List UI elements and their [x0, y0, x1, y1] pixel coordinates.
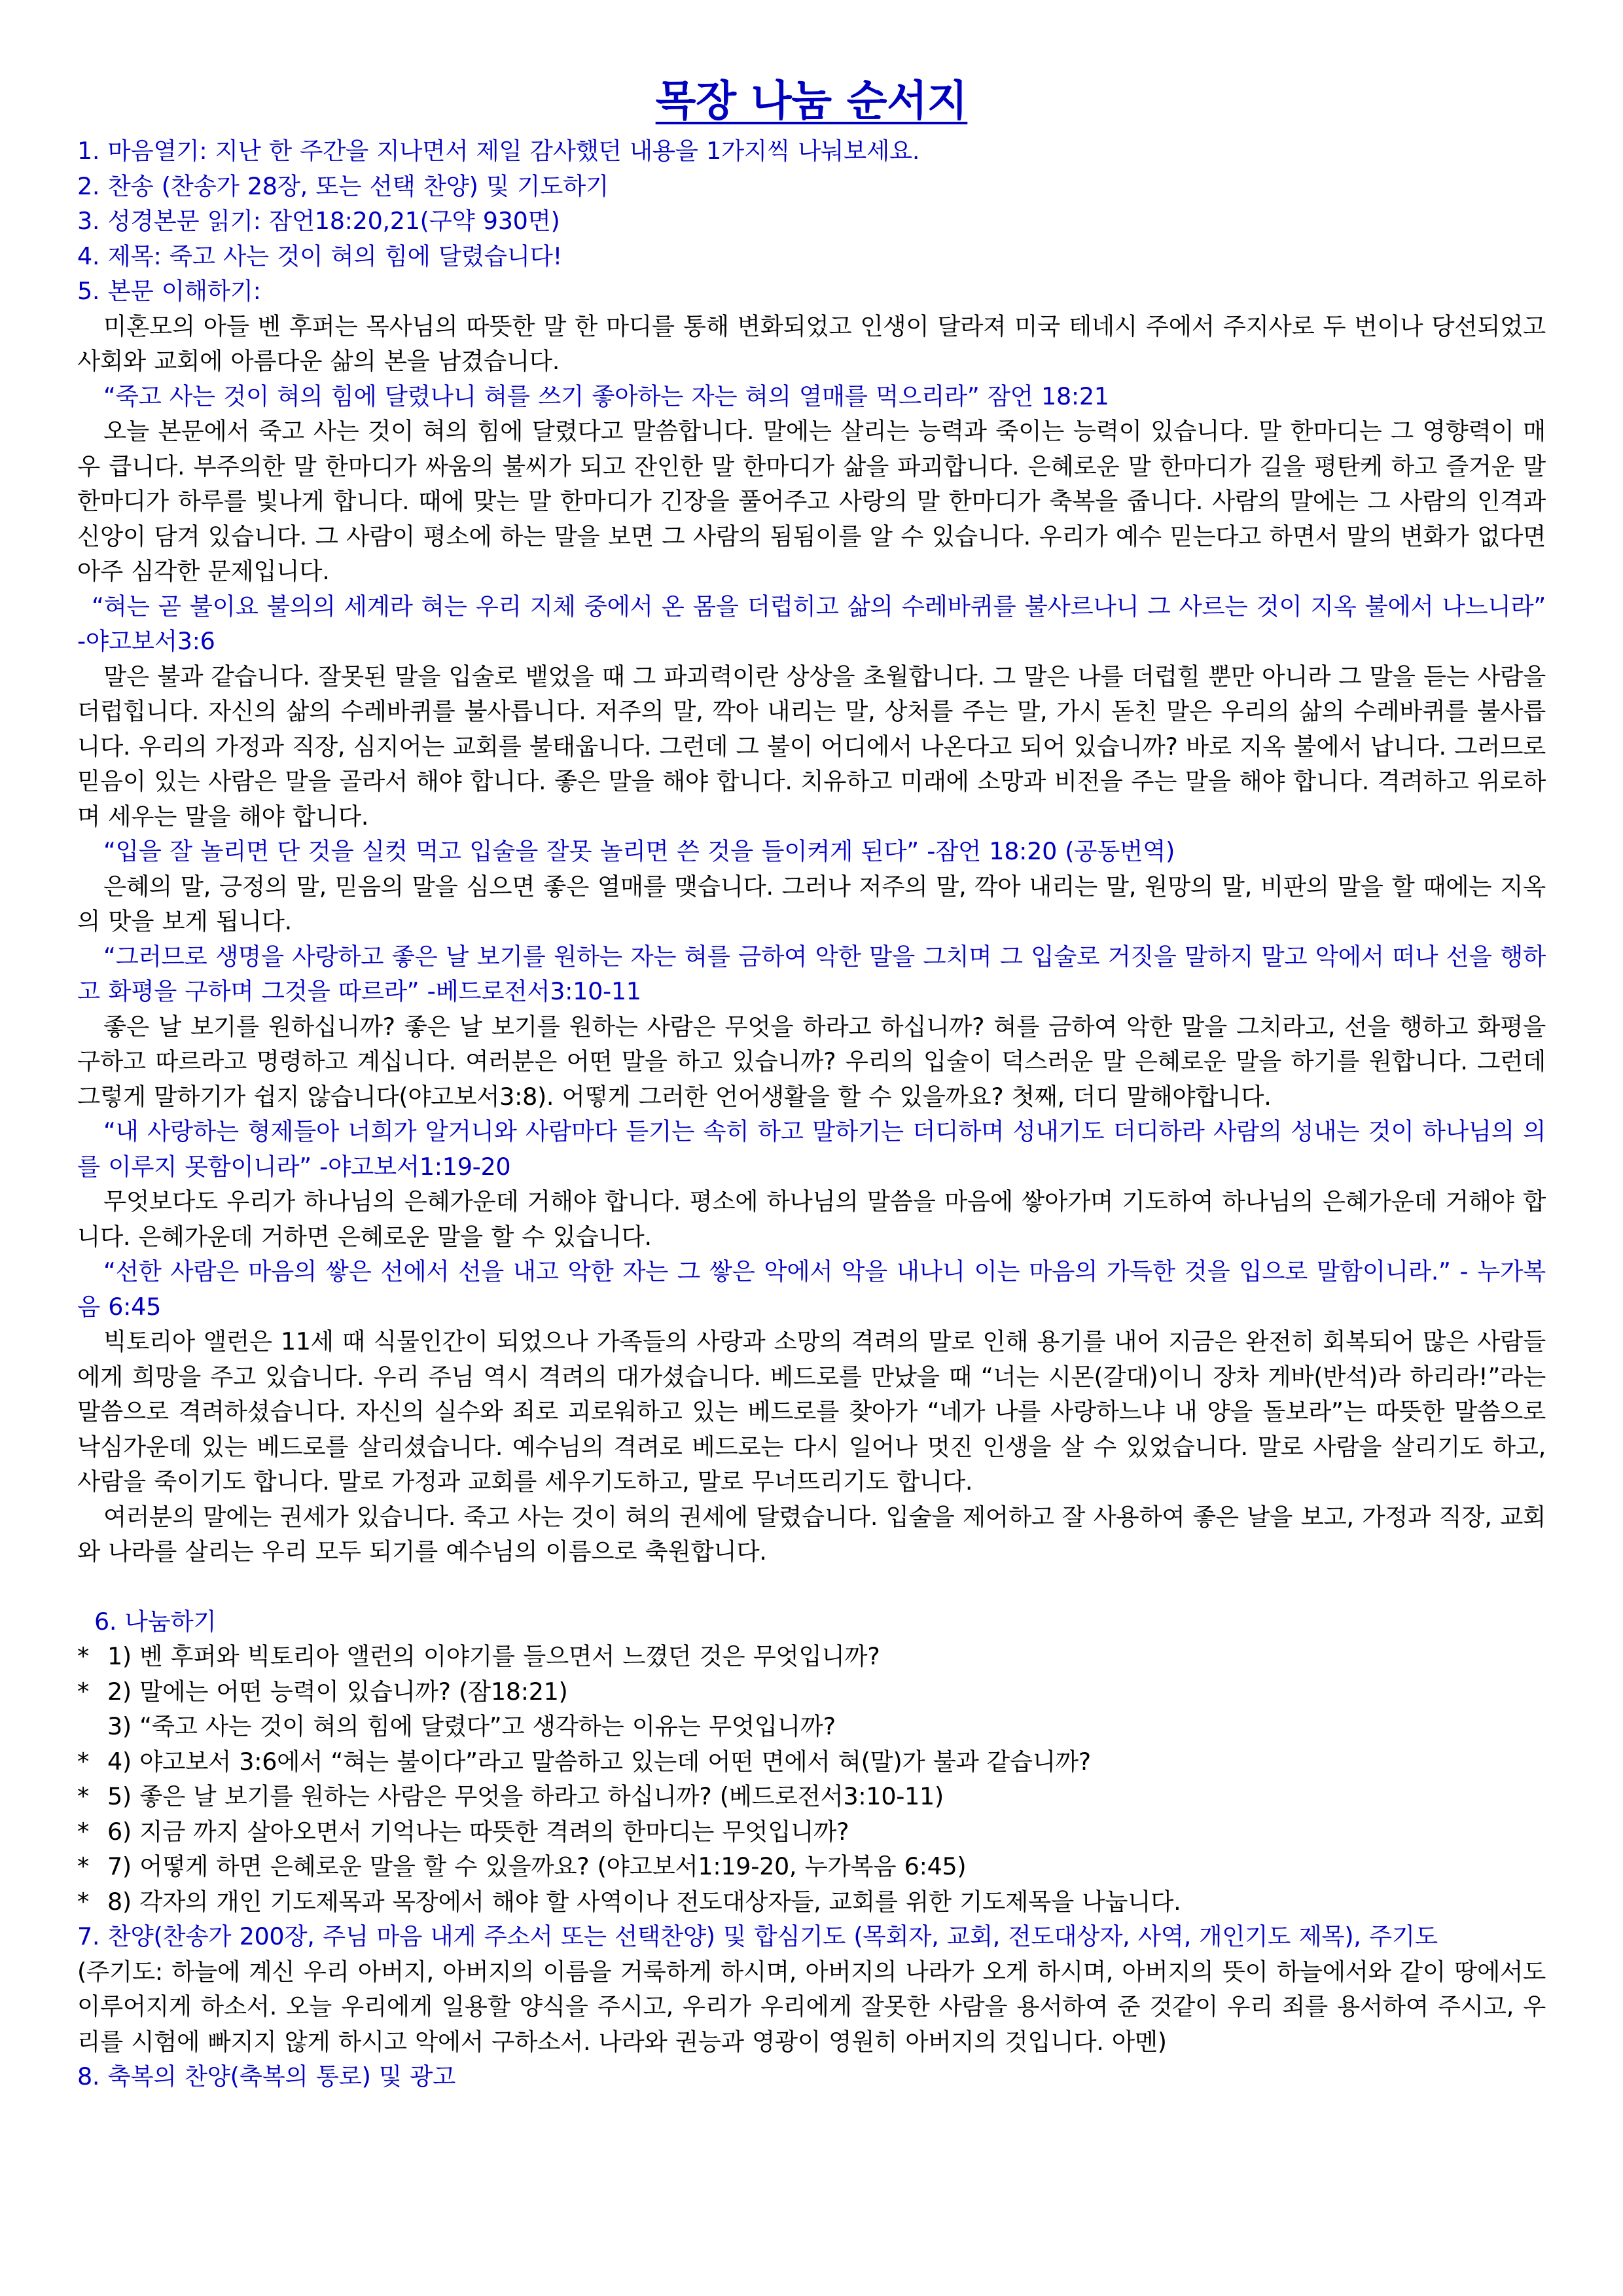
quote-luke-6-45: “선한 사람은 마음의 쌓은 선에서 선을 내고 악한 자는 그 쌓은 악에서 악을 내나니 이는 마음의 가득한 것을 입으로 말함이니라.” - 누가복음 6:45 — [77, 1257, 1546, 1321]
question-text: 5) 좋은 날 보기를 원하는 사람은 무엇을 하라고 하십니까? (베드로전서3:10-11) — [107, 1782, 944, 1810]
question-text: 8) 각자의 개인 기도제목과 목장에서 해야 할 사역이나 전도대상자들, 교회를 위한 기도제목을 나눕니다. — [107, 1887, 1181, 1916]
question-text: 1) 벤 후퍼와 빅토리아 앨런의 이야기를 들으면서 느꼈던 것은 무엇입니까? — [107, 1642, 880, 1670]
sharing-question — [77, 1744, 1546, 1780]
body-paragraph-good-days: 좋은 날 보기를 원하십니까? 좋은 날 보기를 원하는 사람은 무엇을 하라고 하십니까? 혀를 금하여 악한 말을 그치라고, 선을 행하고 화평을 구하고 따르라고 명령하고 계십니다. 여러분은 어떤 말을 하고 있습니까? 우리의 입술이 덕스러운 말 은혜로운 말을 하기를 원합니다. 그런데 그렇게 말하기가 쉽지 않습니다(야고보서3:8). 어떻게 그러한 언어생활을 할 수 있을까요? 첫째, 더디 말해야합니다. — [77, 1012, 1546, 1111]
section-spacer — [77, 1570, 1546, 1604]
bullet-marker: * — [77, 1747, 89, 1776]
sharing-question — [77, 1709, 1546, 1744]
quote-proverbs-18-21: “죽고 사는 것이 혀의 힘에 달렸나니 혀를 쓰기 좋아하는 자는 혀의 열매를 먹으리라” 잠언 18:21 — [103, 382, 1109, 410]
body-paragraph-good-fruit: 은혜의 말, 긍정의 말, 믿음의 말을 심으면 좋은 열매를 맺습니다. 그러나 저주의 말, 깍아 내리는 말, 원망의 말, 비판의 말을 할 때에는 지옥의 맛을 보게 됩니다. — [77, 872, 1546, 935]
step-6-sharing-heading: 6. 나눔하기 — [94, 1607, 217, 1636]
sharing-question — [77, 1639, 1546, 1674]
step-8-blessing-song: 8. 축복의 찬양(축복의 통로) 및 광고 — [77, 2062, 456, 2090]
bullet-marker: * — [77, 1852, 89, 1880]
body-paragraph-power-of-words: 오늘 본문에서 죽고 사는 것이 혀의 힘에 달렸다고 말씀합니다. 말에는 살리는 능력과 죽이는 능력이 있습니다. 말 한마디는 그 영향력이 매우 큽니다. 부주의한 말 한마디가 싸움의 불씨가 되고 잔인한 말 한마디가 삶을 파괴합니다. 은혜로운 말 한마디가 길을 평탄케 하고 즐거운 말 한마디가 하루를 빛나게 합니다. 때에 맞는 말 한마디가 긴장을 풀어주고 사랑의 말 한마디가 축복을 줍니다. 사람의 말에는 그 사람의 인격과 신앙이 담겨 있습니다. 그 사람이 평소에 하는 말을 보면 그 사람의 됨됨이를 알 수 있습니다. 우리가 예수 믿는다고 하면서 말의 변화가 없다면 아주 심각한 문제입니다. — [77, 417, 1546, 585]
body-paragraph-abide-in-grace: 무엇보다도 우리가 하나님의 은혜가운데 거해야 합니다. 평소에 하나님의 말씀을 마음에 쌓아가며 기도하여 하나님의 은혜가운데 거해야 합니다. 은혜가운데 거하면 은혜로운 말을 할 수 있습니다. — [77, 1187, 1546, 1251]
sharing-question — [77, 1814, 1546, 1850]
sharing-question — [77, 1884, 1546, 1920]
sharing-question — [77, 1849, 1546, 1884]
question-text: 4) 야고보서 3:6에서 “혀는 불이다”라고 말씀하고 있는데 어떤 면에서 혀(말)가 불과 같습니까? — [107, 1747, 1091, 1776]
step-4-sermon-title: 4. 제목: 죽고 사는 것이 혀의 힘에 달렸습니다! — [77, 242, 562, 270]
page-title: 목장 나눔 순서지 — [655, 77, 968, 126]
body-paragraph-words-like-fire: 말은 불과 같습니다. 잘못된 말을 입술로 뱉었을 때 그 파괴력이란 상상을 초월합니다. 그 말은 나를 더럽힐 뿐만 아니라 그 말을 듣는 사람을 더럽힙니다. 자신의 삶의 수레바퀴를 불사릅니다. 저주의 말, 깍아 내리는 말, 상처를 주는 말, 가시 돋친 말은 우리의 삶의 수레바퀴를 불사릅니다. 우리의 가정과 직장, 심지어는 교회를 불태웁니다. 그런데 그 불이 어디에서 나온다고 되어 있습니까? 바로 지옥 불에서 납니다. 그러므로 믿음이 있는 사람은 말을 골라서 해야 합니다. 좋은 말을 해야 합니다. 치유하고 미래에 소망과 비전을 주는 말을 해야 합니다. 격려하고 위로하며 세우는 말을 해야 합니다. — [77, 662, 1546, 831]
step-3-scripture-reading: 3. 성경본문 읽기: 잠언18:20,21(구약 930면) — [77, 207, 560, 235]
question-text: 2) 말에는 어떤 능력이 있습니까? (잠18:21) — [107, 1677, 568, 1706]
question-text: 3) “죽고 사는 것이 혀의 힘에 달렸다”고 생각하는 이유는 무엇입니까? — [107, 1712, 836, 1740]
quote-proverbs-18-20: “입을 잘 놀리면 단 것을 실컷 먹고 입술을 잘못 놀리면 쓴 것을 들이켜게 된다” -잠언 18:20 (공동번역) — [103, 837, 1175, 865]
body-paragraph-victoria-allen: 빅토리아 앨런은 11세 때 식물인간이 되었으나 가족들의 사랑과 소망의 격려의 말로 인해 용기를 내어 지금은 완전히 회복되어 많은 사람들에게 희망을 주고 있습니다. 우리 주님 역시 격려의 대가셨습니다. 베드로를 만났을 때 “너는 시몬(갈대)이니 장차 게바(반석)라 하리라!”라는 말씀으로 격려하셨습니다. 자신의 실수와 죄로 괴로워하고 있는 베드로를 찾아가 “네가 나를 사랑하느냐 내 양을 돌보라”는 따뜻한 말씀으로 낙심가운데 있는 베드로를 살리셨습니다. 예수님의 격려로 베드로는 다시 일어나 멋진 인생을 살 수 있었습니다. 말로 사람을 살리기도 하고, 사람을 죽이기도 합니다. 말로 가정과 교회를 세우기도하고, 말로 무너뜨리기도 합니다. — [77, 1327, 1546, 1496]
bullet-marker: * — [77, 1887, 89, 1916]
step-7-praise-and-prayer: 7. 찬양(찬송가 200장, 주님 마음 내게 주소서 또는 선택찬양) 및 합심기도 (목회자, 교회, 전도대상자, 사역, 개인기도 제목), 주기도 — [77, 1922, 1438, 1950]
step-1-heart-opening: 1. 마음열기: 지난 한 주간을 지나면서 제일 감사했던 내용을 1가지씩 나눠보세요. — [77, 137, 920, 165]
quote-james-3-6: “혀는 곧 불이요 불의의 세계라 혀는 우리 지체 중에서 온 몸을 더럽히고 삶의 수레바퀴를 불사르나니 그 사르는 것이 지옥 불에서 나느니라” -야고보서3:6 — [77, 592, 1546, 655]
bullet-marker: * — [77, 1817, 89, 1846]
sharing-question — [77, 1674, 1546, 1710]
question-text: 7) 어떻게 하면 은혜로운 말을 할 수 있을까요? (야고보서1:19-20, 누가복음 6:45) — [107, 1852, 967, 1880]
step-5-understanding: 5. 본문 이해하기: — [77, 277, 261, 305]
bullet-marker: * — [77, 1782, 89, 1810]
bullet-marker: * — [77, 1677, 89, 1706]
question-text: 6) 지금 까지 살아오면서 기억나는 따뜻한 격려의 한마디는 무엇입니까? — [107, 1817, 849, 1846]
sharing-question-list — [77, 1639, 1546, 1919]
lords-prayer-text: (주기도: 하늘에 계신 우리 아버지, 아버지의 이름을 거룩하게 하시며, 아버지의 나라가 오게 하시며, 아버지의 뜻이 하늘에서와 같이 땅에서도 이루어지게 하소서. 오늘 우리에게 일용할 양식을 주시고, 우리가 우리에게 잘못한 사람을 용서하여 준 것같이 우리 죄를 용서하여 주시고, 우리를 시험에 빠지지 않게 하시고 악에서 구하소서. 나라와 권능과 영광이 영원히 아버지의 것입니다. 아멘) — [77, 1957, 1546, 2056]
quote-1peter-3-10: “그러므로 생명을 사랑하고 좋은 날 보기를 원하는 자는 혀를 금하여 악한 말을 그치며 그 입술로 거짓을 말하지 말고 악에서 떠나 선을 행하고 화평을 구하며 그것을 따르라” -베드로전서3:10-11 — [77, 942, 1546, 1005]
quote-james-1-19: “내 사랑하는 형제들아 너희가 알거니와 사람마다 듣기는 속히 하고 말하기는 더디하며 성내기도 더디하라 사람의 성내는 것이 하나님의 의를 이루지 못함이니라” -야고보서1:19-20 — [77, 1117, 1546, 1181]
sharing-question — [77, 1779, 1546, 1814]
body-paragraph-closing-blessing: 여러분의 말에는 권세가 있습니다. 죽고 사는 것이 혀의 권세에 달렸습니다. 입술을 제어하고 잘 사용하여 좋은 날을 보고, 가정과 직장, 교회와 나라를 살리는 우리 모두 되기를 예수님의 이름으로 축원합니다. — [77, 1502, 1546, 1566]
step-2-hymn: 2. 찬송 (찬송가 28장, 또는 선택 찬양) 및 기도하기 — [77, 171, 609, 200]
body-paragraph-ben-hooper: 미혼모의 아들 벤 후퍼는 목사님의 따뜻한 말 한 마디를 통해 변화되었고 인생이 달라져 미국 테네시 주에서 주지사로 두 번이나 당선되었고 사회와 교회에 아름다운 삶의 본을 남겼습니다. — [77, 312, 1546, 375]
bullet-marker: * — [77, 1642, 89, 1670]
